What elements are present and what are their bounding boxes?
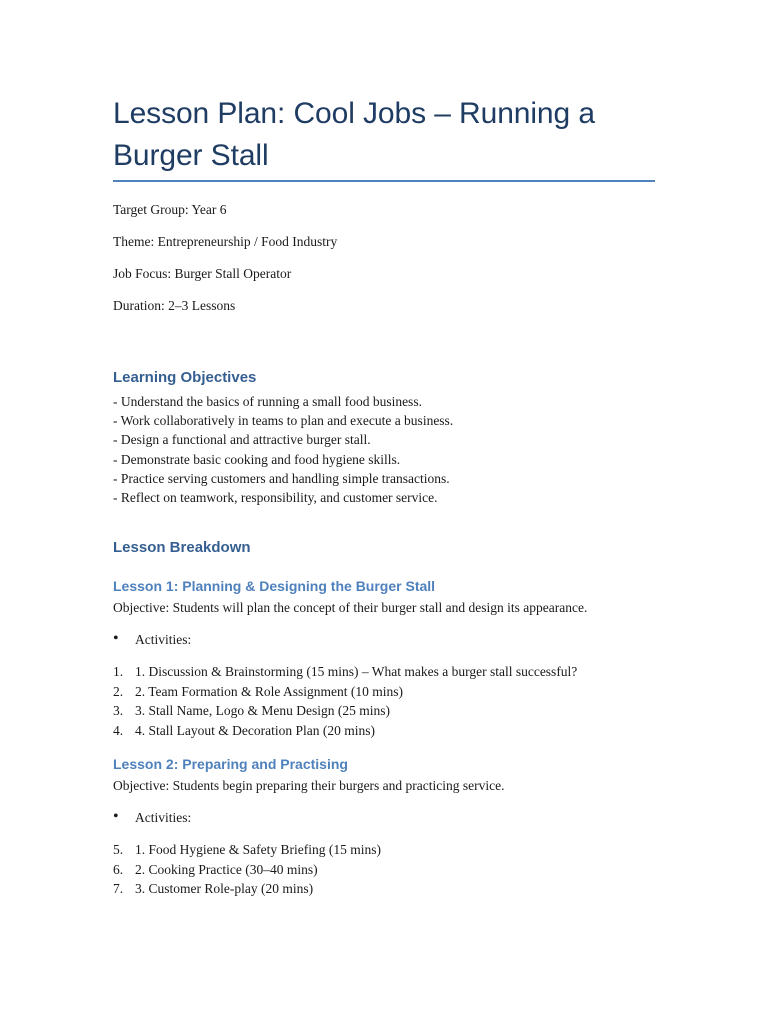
list-number: 5. [113,842,124,857]
list-text: 4. Stall Layout & Decoration Plan (20 mins) [135,722,375,738]
lesson-2-objective: Objective: Students begin preparing their burgers and practicing service. [113,778,505,793]
bullet-icon: • [113,808,119,825]
meta-job-focus: Job Focus: Burger Stall Operator [113,266,292,281]
list-text: 1. Discussion & Brainstorming (15 mins) – What makes a burger stall successful? [135,664,578,679]
list-item: - Practice serving customers and handling simple transactions. [113,470,450,486]
list-number: 3. [113,703,124,718]
list-number: 4. [113,722,124,738]
list-text: 2. Cooking Practice (30–40 mins) [135,861,318,877]
activities-label: Activities: [135,810,192,825]
lesson-breakdown-heading: Lesson Breakdown [113,539,251,556]
activities-label: Activities: [135,632,192,647]
list-text: 3. Customer Role-play (20 mins) [135,881,314,896]
meta-target-group: Target Group: Year 6 [113,202,227,217]
list-item: - Understand the basics of running a small food business. [113,394,422,409]
lesson-1-objective: Objective: Students will plan the concept of their burger stall and design its appearance. [113,600,588,615]
meta-duration: Duration: 2–3 Lessons [113,298,236,313]
lesson-1-heading: Lesson 1: Planning & Designing the Burger Stall [113,578,436,594]
list-number: 2. [113,683,124,699]
list-number: 6. [113,861,124,877]
lesson-2-heading: Lesson 2: Preparing and Practising [113,756,348,772]
list-text: 1. Food Hygiene & Safety Briefing (15 mins) [135,842,381,857]
bullet-icon: • [113,630,119,647]
list-item: - Demonstrate basic cooking and food hygiene skills. [113,451,401,467]
document-title: Lesson Plan: Cool Jobs – Running a Burger Stall [113,97,595,172]
objectives-list [113,392,453,507]
title-underline [113,180,655,182]
list-item: - Design a functional and attractive burger stall. [113,432,371,448]
list-text: 3. Stall Name, Logo & Menu Design (25 mins) [135,703,390,718]
list-text: 2. Team Formation & Role Assignment (10 mins) [135,683,404,699]
list-number: 7. [113,881,124,896]
list-item: - Reflect on teamwork, responsibility, and customer service. [113,490,438,506]
list-item: - Work collaboratively in teams to plan and execute a business. [113,413,454,429]
meta-theme: Theme: Entrepreneurship / Food Industry [113,234,338,249]
list-number: 1. [113,664,124,679]
learning-objectives-heading: Learning Objectives [113,369,257,386]
